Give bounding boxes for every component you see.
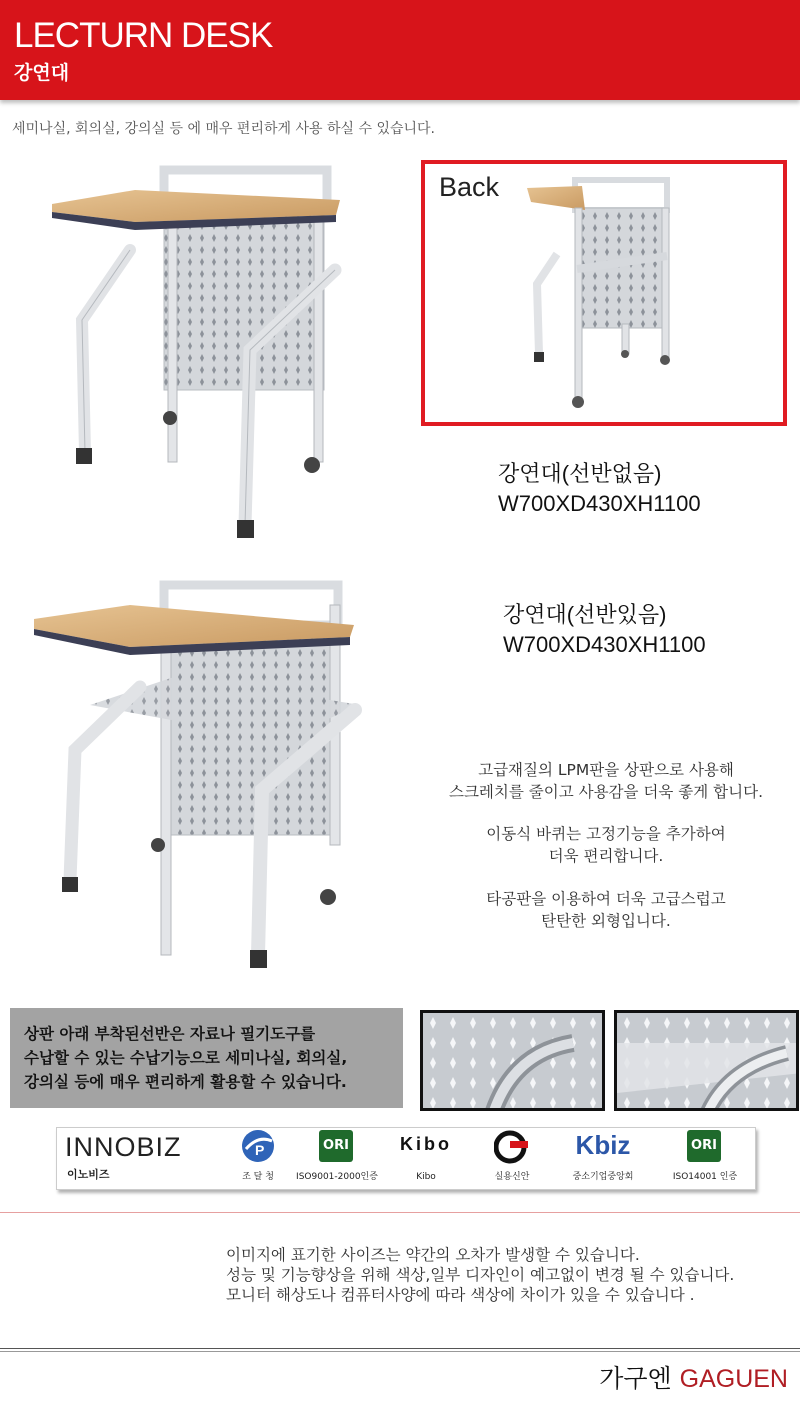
iso9001-cert [289,1128,385,1188]
shelf-text-line-1: 상판 아래 부착된선반은 자료나 필기도구를 [24,1025,316,1043]
feature-2-line-2: 더욱 편리합니다. [548,847,664,865]
innobiz-caption: 이노비즈 [67,1168,110,1181]
shelf-description-box [10,1008,403,1108]
page-subtitle: 강연대 [14,62,70,84]
spec-no-shelf [498,459,701,519]
pps-caption: 조 달 청 [242,1172,274,1182]
feature-1 [412,759,800,803]
pps-logo-icon [238,1129,278,1163]
kibo-cert [381,1128,471,1188]
kibo-logo: Kibo [400,1134,452,1154]
feature-2 [412,823,800,867]
divider [0,1351,800,1352]
iso14001-logo: ORI [687,1130,721,1162]
divider [0,1212,800,1213]
shelf-text-line-3: 강의실 등에 매우 편리하게 활용할 수 있습니다. [24,1073,347,1091]
brand-english: GAGUEN [679,1365,788,1393]
note-2: 성능 및 기능향상을 위해 색상,일부 디자인이 예고없이 변경 될 수 있습니다. [226,1266,735,1284]
desk-back-image [517,174,697,414]
patent-caption: 실용신안 [494,1172,530,1182]
note-3: 모니터 해상도나 컴퓨터사양에 따라 색상에 차이가 있을 수 있습니다 . [226,1286,695,1304]
back-label: Back [439,172,500,202]
divider [0,1348,800,1349]
innobiz-logo: INNOBIZ [65,1132,182,1162]
notes [226,1245,734,1305]
shelf-text-line-2: 수납할 수 있는 수납기능으로 세미나실, 회의실, [24,1049,348,1067]
note-1: 이미지에 표기한 사이즈는 약간의 오차가 발생할 수 있습니다. [226,1246,640,1264]
innobiz-cert [61,1128,201,1188]
kbiz-cert [553,1128,653,1188]
kbiz-caption: 중소기업중앙회 [572,1172,634,1182]
kbiz-logo: Kbiz [575,1130,631,1160]
detail-photo-2 [614,1010,799,1111]
iso14001-cert [657,1128,753,1188]
feature-3-line-2: 탄탄한 외형입니다. [541,912,671,930]
detail-photo-1 [420,1010,605,1111]
desk-no-shelf-image [40,160,380,545]
iso9001-caption: ISO9001-2000인증 [296,1172,378,1182]
feature-1-line-1: 고급재질의 LPM판을 상판으로 사용해 [478,761,734,779]
kibo-caption: Kibo [416,1172,436,1182]
patent-cert [477,1128,547,1188]
brand-footer [599,1359,788,1395]
certification-strip [56,1127,756,1190]
spec-no-shelf-size: W700XD430XH1100 [498,491,701,516]
spec-with-shelf [503,600,706,660]
spec-with-shelf-name: 강연대(선반있음) [503,602,667,627]
spec-no-shelf-name: 강연대(선반없음) [498,461,662,486]
page-title: LECTURN DESK [14,16,273,55]
brand-korean: 가구엔 [599,1364,672,1393]
feature-2-line-1: 이동식 바퀴는 고정기능을 추가하여 [486,825,726,843]
feature-3 [412,888,800,932]
patent-logo-icon [494,1130,530,1164]
pps-cert [223,1128,293,1188]
desk-with-shelf-image [30,575,370,995]
spec-with-shelf-size: W700XD430XH1100 [503,632,706,657]
page-header [0,0,800,100]
iso14001-caption: ISO14001 인증 [672,1172,738,1182]
feature-3-line-1: 타공판을 이용하여 더욱 고급스럽고 [486,890,726,908]
intro-text: 세미나실, 회의실, 강의실 등 에 매우 편리하게 사용 하실 수 있습니다. [12,121,435,137]
iso9001-logo: ORI [319,1130,353,1162]
svg-text:P: P [255,1142,265,1158]
feature-1-line-2: 스크레치를 줄이고 사용감을 더욱 좋게 합니다. [448,783,764,801]
back-view-panel [421,160,787,426]
